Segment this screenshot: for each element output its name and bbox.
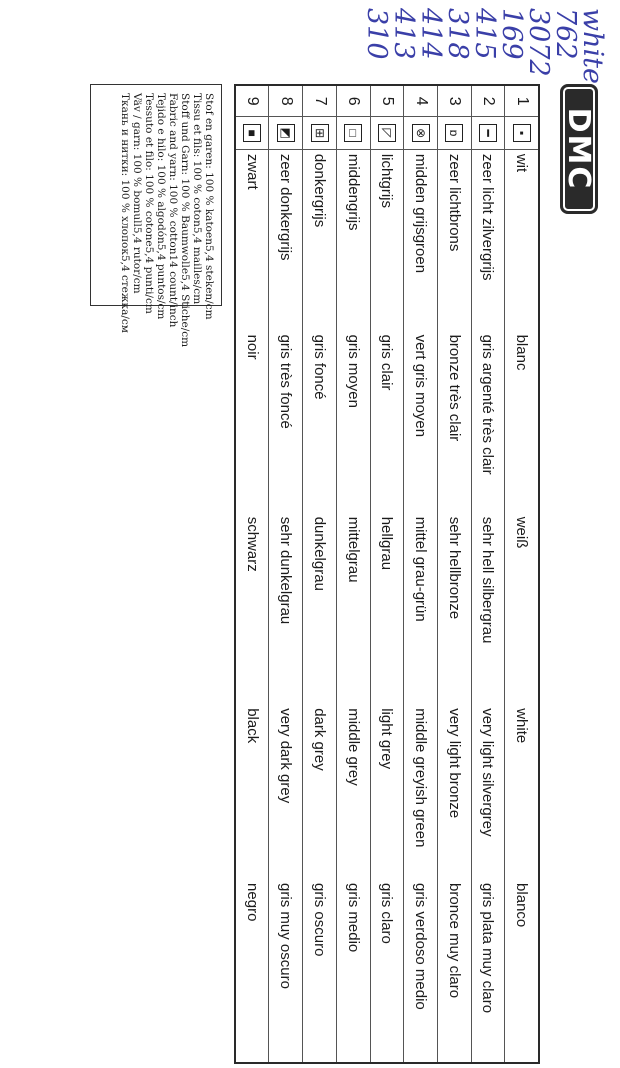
color-name-spanish: negro (235, 879, 269, 1063)
color-symbol-cell (336, 117, 370, 149)
color-number: 6 (336, 85, 370, 117)
fabric-material: Tessuto et filo: 100 % cotone (143, 93, 155, 247)
color-name-english: very light bronze (437, 704, 471, 879)
color-name-french: gris clair (370, 331, 404, 513)
color-name-english: white (505, 704, 539, 879)
fabric-info-row (179, 93, 191, 348)
color-symbol-icon: ━ (479, 124, 497, 142)
color-name-dutch: zeer lichtbrons (437, 149, 471, 330)
color-name-german: hellgrau (370, 513, 404, 705)
color-number: 3 (437, 85, 471, 117)
color-symbol-cell (269, 117, 303, 149)
color-name-spanish: gris muy oscuro (269, 879, 303, 1063)
fabric-info-row (119, 93, 131, 333)
color-row (269, 85, 303, 1063)
fabric-material: Tissu et fils: 100 % coton (191, 93, 203, 227)
color-name-german: sehr hellbronze (437, 513, 471, 705)
color-name-french: vert gris moyen (404, 331, 438, 513)
color-row (235, 85, 269, 1063)
stitch-count: 5,4 punti/cm (143, 246, 155, 314)
fabric-material: Tejido e hilo: 100 % algodón (155, 93, 167, 244)
color-number: 7 (303, 85, 337, 117)
color-name-english: middle greyish green (404, 704, 438, 879)
stitch-count: 5,4 Stiche/cm (179, 274, 191, 348)
color-symbol-cell (437, 117, 471, 149)
color-number: 2 (471, 85, 505, 117)
color-name-spanish: gris medio (336, 879, 370, 1063)
color-name-german: sehr hell silbergrau (471, 513, 505, 705)
color-number: 8 (269, 85, 303, 117)
color-symbol-icon: ɒ (445, 124, 463, 142)
color-name-german: dunkelgrau (303, 513, 337, 705)
color-symbol-cell (370, 117, 404, 149)
color-row (505, 85, 539, 1063)
color-symbol-cell (471, 117, 505, 149)
color-name-french: noir (235, 331, 269, 513)
handwritten-number: 169 (496, 8, 527, 60)
color-symbol-cell (235, 117, 269, 149)
color-symbol-cell (505, 117, 539, 149)
color-symbol-cell (303, 117, 337, 149)
fabric-material: Stof en garen: 100 % katoen (203, 93, 215, 245)
color-symbol-icon: ⊞ (311, 124, 329, 142)
stitch-count: 5,4 mailles/cm (191, 226, 203, 305)
color-name-dutch: midden grijsgroen (404, 149, 438, 330)
color-name-spanish: gris plata muy claro (471, 879, 505, 1063)
fabric-info-row (191, 93, 203, 305)
color-name-french: gris moyen (336, 331, 370, 513)
fabric-material: Fabric and yarn: 100 % cotton (167, 93, 179, 255)
color-name-dutch: middengrijs (336, 149, 370, 330)
color-row (437, 85, 471, 1063)
color-name-dutch: donkergrijs (303, 149, 337, 330)
color-name-german: mittel grau-grün (404, 513, 438, 705)
color-number: 9 (235, 85, 269, 117)
color-symbol-icon: ◩ (277, 124, 295, 142)
handwritten-number: 414 (415, 8, 446, 60)
stitch-count: 5,4 puntos/cm (155, 243, 167, 320)
handwritten-number: 310 (361, 8, 392, 60)
color-name-german: weiß (505, 513, 539, 705)
handwritten-number: 415 (469, 8, 500, 60)
fabric-material: Stoff und Garn: 100 % Baumwolle (179, 93, 191, 275)
color-row (303, 85, 337, 1063)
handwritten-number: 3072 (523, 8, 554, 77)
color-name-german: schwarz (235, 513, 269, 705)
stitch-count: 5,4 steken/cm (203, 244, 215, 320)
color-number: 1 (505, 85, 539, 117)
color-symbol-icon: □ (344, 124, 362, 142)
color-name-dutch: zeer licht zilvergrijs (471, 149, 505, 330)
dmc-logo: DMC (560, 84, 598, 214)
color-symbol-icon: ▪ (513, 124, 531, 142)
handwritten-number: 413 (388, 8, 419, 60)
handwritten-dmc-numbers (363, 8, 606, 83)
handwritten-number: white (577, 8, 608, 84)
color-name-english: black (235, 704, 269, 879)
color-name-spanish: gris oscuro (303, 879, 337, 1063)
handwritten-number: 318 (442, 8, 473, 60)
color-name-spanish: gris verdoso medio (404, 879, 438, 1063)
color-name-english: light grey (370, 704, 404, 879)
color-symbol-icon: ◸ (378, 124, 396, 142)
color-number: 4 (404, 85, 438, 117)
color-name-english: middle grey (336, 704, 370, 879)
stitch-count: 14 count/inch (167, 254, 179, 328)
color-symbol-cell (404, 117, 438, 149)
color-name-french: gris argenté très clair (471, 331, 505, 513)
fabric-material: Väv / garn: 100 % bomull (131, 93, 143, 227)
color-row (471, 85, 505, 1063)
fabric-info-box (90, 84, 222, 348)
color-name-german: sehr dunkelgrau (269, 513, 303, 705)
color-name-french: bronze très clair (437, 331, 471, 513)
color-number: 5 (370, 85, 404, 117)
stitch-count: 5,4 rutor/cm (131, 226, 143, 294)
color-name-english: very light silvergrey (471, 704, 505, 879)
color-name-english: dark grey (303, 704, 337, 879)
fabric-info-row (203, 93, 215, 320)
color-symbol-icon: ■ (243, 124, 261, 142)
handwritten-number: 762 (550, 8, 581, 60)
fabric-info-row (155, 93, 167, 320)
color-name-spanish: bronce muy claro (437, 879, 471, 1063)
color-name-french: blanc (505, 331, 539, 513)
color-name-spanish: blanco (505, 879, 539, 1063)
color-row (336, 85, 370, 1063)
fabric-info-row (143, 93, 155, 314)
color-name-dutch: zeer donkergrijs (269, 149, 303, 330)
color-name-french: gris très foncé (269, 331, 303, 513)
color-name-dutch: zwart (235, 149, 269, 330)
fabric-info-row (167, 93, 179, 328)
color-key-table (234, 84, 540, 1064)
color-name-english: very dark grey (269, 704, 303, 879)
color-name-french: gris foncé (303, 331, 337, 513)
color-name-dutch: lichtgrijs (370, 149, 404, 330)
fabric-info-row (131, 93, 143, 297)
color-name-spanish: gris claro (370, 879, 404, 1063)
color-name-german: mittelgrau (336, 513, 370, 705)
color-name-dutch: wit (505, 149, 539, 330)
color-row (404, 85, 438, 1063)
color-symbol-icon: ⊗ (412, 124, 430, 142)
stitch-count: 5,4 стежка/см (119, 254, 131, 333)
fabric-material: Ткань и нитки: 100 % хлопок (119, 93, 131, 255)
color-row (370, 85, 404, 1063)
